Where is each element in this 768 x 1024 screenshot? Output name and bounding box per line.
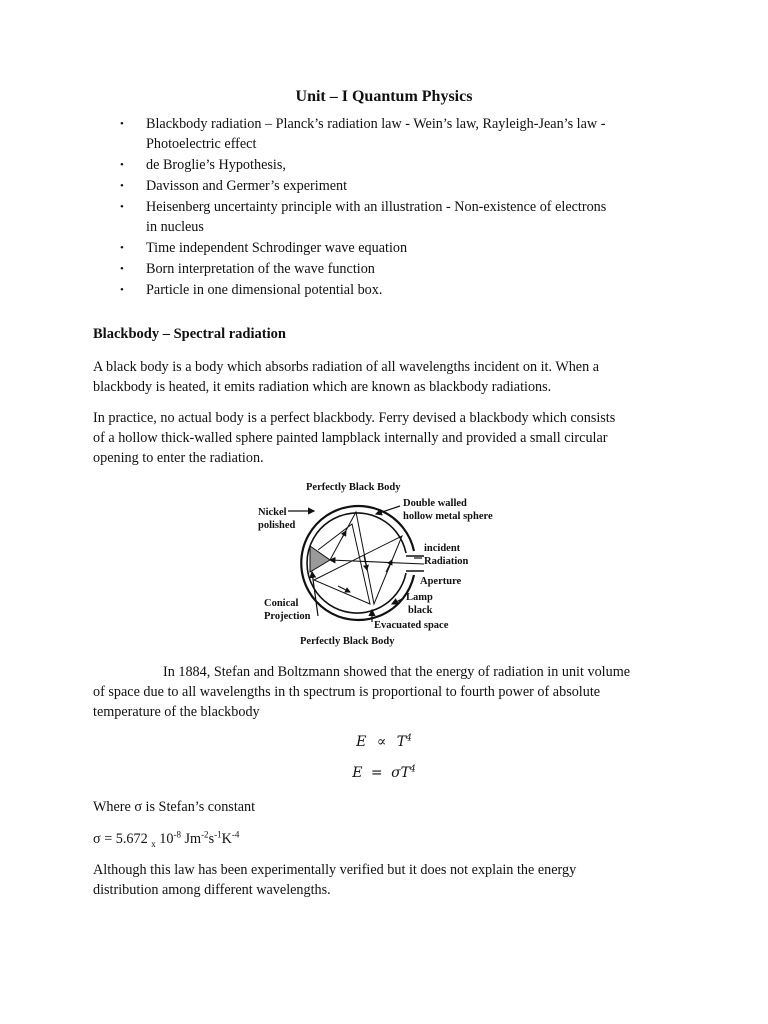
incident-ray — [330, 560, 424, 564]
radiation-label: Radiation — [424, 556, 469, 567]
nickel-label: Nickel — [258, 507, 287, 518]
page-title: Unit – I Quantum Physics — [295, 88, 473, 105]
bullet-icon: • — [120, 201, 124, 213]
bullet-icon: • — [120, 263, 124, 275]
evacuated-label: Evacuated space — [374, 620, 449, 631]
blackbody-diagram-svg — [252, 476, 514, 652]
list-item: • Blackbody radiation – Planck’s radiation law - Wein’s law, Rayleigh-Jean’s law - Photoelectric effect — [120, 116, 606, 152]
list-item: • Time independent Schrodinger wave equation — [120, 240, 408, 256]
figure-top-label: Perfectly Black Body — [306, 482, 401, 493]
polished-label: polished — [258, 520, 296, 531]
list-item: • Born interpretation of the wave function — [120, 261, 375, 277]
bullet-icon: • — [120, 242, 124, 254]
stefan-constant-value: σ = 5.672 $_x$ $10^{-8}$ $Jm^{-2}s^{-1}K^{-4}$ — [93, 829, 240, 849]
bullet-icon: • — [120, 159, 124, 171]
conical-projection — [310, 546, 330, 572]
bullet-icon: • — [120, 284, 124, 296]
reflection-arrow-a — [342, 531, 346, 538]
reflection-arrow-c — [386, 560, 392, 572]
double-walled-label: Double walled — [403, 498, 467, 509]
conical-label: Conical — [264, 598, 299, 609]
aperture-label: Aperture — [420, 576, 462, 587]
list-item: • Heisenberg uncertainty principle with an illustration - Non-existence of electrons in nucleus — [120, 199, 607, 235]
list-item: • Davisson and Germer’s experiment — [120, 178, 348, 194]
topic-list — [120, 114, 680, 301]
section-heading: Blackbody – Spectral radiation — [93, 326, 286, 342]
paragraph-definition: A black body is a body which absorbs radiation of all wavelengths incident on it. When a blackbody is heated, it emits radiation which are known as blackbody radiations. — [93, 359, 600, 395]
blackbody-diagram — [252, 476, 514, 652]
bullet-icon: • — [120, 118, 124, 130]
equation-stefan-law: $E = \sigma T^4$ — [352, 764, 416, 781]
projection-label: Projection — [264, 611, 311, 622]
paragraph-limitation: Although this law has been experimentally verified but it does not explain the energy distribution among different wavelengths. — [93, 862, 577, 898]
black-label: black — [408, 605, 433, 616]
bullet-icon: • — [120, 180, 124, 192]
list-item: • de Broglie’s Hypothesis, — [120, 157, 286, 173]
hollow-metal-label: hollow metal sphere — [403, 511, 493, 522]
paragraph-stefan: In 1884, Stefan and Boltzmann showed that the energy of radiation in unit volume of space due to all wavelengths in th spectrum is proportional to fourth power of absolute temperature of the blackbody — [93, 664, 631, 720]
figure-bottom-label: Perfectly Black Body — [300, 636, 395, 647]
where-line: Where σ is Stefan’s constant — [93, 799, 256, 815]
paragraph-ferry: In practice, no actual body is a perfect blackbody. Ferry devised a blackbody which consists of a hollow thick-walled sphere painted lampblack internally and provided a small circular opening to enter the radiation. — [93, 410, 616, 466]
incident-label: incident — [424, 543, 461, 554]
equation-proportional: $E \propto T^4$ — [356, 733, 412, 750]
lamp-label: Lamp — [406, 592, 433, 603]
list-item: • Particle in one dimensional potential box. — [120, 282, 383, 298]
